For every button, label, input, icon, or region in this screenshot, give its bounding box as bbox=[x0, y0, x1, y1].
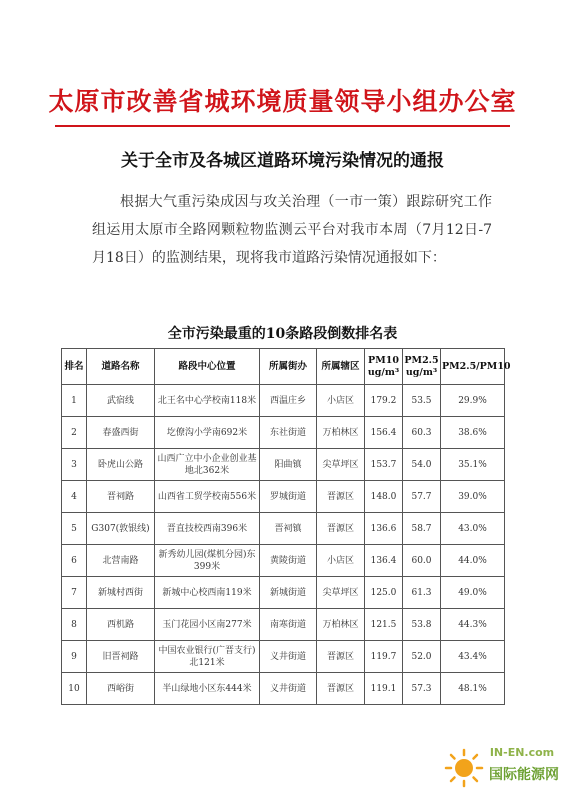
table-row bbox=[62, 513, 505, 545]
cell-street: 义井街道 bbox=[260, 673, 317, 705]
cell-pm25: 53.8 bbox=[403, 609, 441, 641]
cell-rank: 10 bbox=[62, 673, 87, 705]
cell-street: 罗城街道 bbox=[260, 481, 317, 513]
table-row bbox=[62, 577, 505, 609]
cell-road: 晋祠路 bbox=[87, 481, 155, 513]
cell-location: 新秀幼儿园(煤机分园)东399米 bbox=[155, 545, 260, 577]
body-paragraph: 根据大气重污染成因与攻关治理（一市一策）跟踪研究工作组运用太原市全路网颗粒物监测云平台对我市本周（7月12日-7月18日）的监测结果，现将我市道路污染情况通报如下： bbox=[92, 194, 492, 266]
ranking-table bbox=[61, 348, 511, 705]
cell-street: 晋祠镇 bbox=[260, 513, 317, 545]
cell-location: 山西广立中小企业创业基地北362米 bbox=[155, 449, 260, 481]
cell-ratio: 44.0% bbox=[441, 545, 505, 577]
cell-street: 义井街道 bbox=[260, 641, 317, 673]
header-street: 所属街办 bbox=[260, 349, 317, 385]
cell-district: 小店区 bbox=[317, 545, 365, 577]
cell-pm10: 125.0 bbox=[365, 577, 403, 609]
cell-rank: 7 bbox=[62, 577, 87, 609]
cell-location: 半山绿地小区东444米 bbox=[155, 673, 260, 705]
cell-pm25: 58.7 bbox=[403, 513, 441, 545]
cell-pm25: 60.0 bbox=[403, 545, 441, 577]
cell-pm10: 153.7 bbox=[365, 449, 403, 481]
cell-pm25: 54.0 bbox=[403, 449, 441, 481]
cell-location: 中国农业银行(广晋支行)北121米 bbox=[155, 641, 260, 673]
cell-ratio: 48.1% bbox=[441, 673, 505, 705]
header-pm25: PM2.5 ug/m³ bbox=[403, 349, 441, 385]
cell-ratio: 38.6% bbox=[441, 417, 505, 449]
table-row bbox=[62, 673, 505, 705]
cell-pm10: 136.4 bbox=[365, 545, 403, 577]
cell-rank: 4 bbox=[62, 481, 87, 513]
cell-road: 西峪街 bbox=[87, 673, 155, 705]
cell-location: 晋直技校西南396米 bbox=[155, 513, 260, 545]
cell-location: 玉门花园小区南277米 bbox=[155, 609, 260, 641]
cell-ratio: 35.1% bbox=[441, 449, 505, 481]
cell-pm25: 60.3 bbox=[403, 417, 441, 449]
cell-pm25: 53.5 bbox=[403, 385, 441, 417]
table-header-row bbox=[62, 349, 505, 385]
cell-pm10: 179.2 bbox=[365, 385, 403, 417]
cell-district: 晋源区 bbox=[317, 673, 365, 705]
cell-location: 山西省工贸学校南556米 bbox=[155, 481, 260, 513]
table-row bbox=[62, 481, 505, 513]
watermark bbox=[438, 740, 563, 795]
cell-pm25: 57.3 bbox=[403, 673, 441, 705]
table-row bbox=[62, 641, 505, 673]
cell-location: 北王名中心学校南118米 bbox=[155, 385, 260, 417]
sun-logo-icon bbox=[442, 746, 486, 790]
cell-rank: 2 bbox=[62, 417, 87, 449]
table-row bbox=[62, 449, 505, 481]
header-pm10: PM10 ug/m³ bbox=[365, 349, 403, 385]
header-location: 路段中心位置 bbox=[155, 349, 260, 385]
cell-district: 尖草坪区 bbox=[317, 449, 365, 481]
cell-ratio: 43.4% bbox=[441, 641, 505, 673]
cell-pm25: 52.0 bbox=[403, 641, 441, 673]
cell-pm10: 121.5 bbox=[365, 609, 403, 641]
header-district: 所属辖区 bbox=[317, 349, 365, 385]
cell-ratio: 43.0% bbox=[441, 513, 505, 545]
cell-road: 春盛西街 bbox=[87, 417, 155, 449]
cell-pm10: 136.6 bbox=[365, 513, 403, 545]
cell-road: G307(敦银线) bbox=[87, 513, 155, 545]
cell-district: 万柏林区 bbox=[317, 417, 365, 449]
cell-road: 卧虎山公路 bbox=[87, 449, 155, 481]
cell-district: 晋源区 bbox=[317, 513, 365, 545]
doc-title: 关于全市及各城区道路环境污染情况的通报 bbox=[121, 151, 444, 171]
cell-district: 尖草坪区 bbox=[317, 577, 365, 609]
cell-rank: 1 bbox=[62, 385, 87, 417]
cell-ratio: 39.0% bbox=[441, 481, 505, 513]
cell-pm10: 148.0 bbox=[365, 481, 403, 513]
cell-pm10: 119.7 bbox=[365, 641, 403, 673]
cell-ratio: 44.3% bbox=[441, 609, 505, 641]
cell-location: 新城中心校西南119米 bbox=[155, 577, 260, 609]
cell-rank: 3 bbox=[62, 449, 87, 481]
red-divider bbox=[55, 125, 510, 127]
cell-ratio: 29.9% bbox=[441, 385, 505, 417]
table-title: 全市污染最重的10条路段倒数排名表 bbox=[167, 326, 398, 342]
cell-road: 武宿线 bbox=[87, 385, 155, 417]
cell-district: 小店区 bbox=[317, 385, 365, 417]
cell-street: 新城街道 bbox=[260, 577, 317, 609]
cell-district: 晋源区 bbox=[317, 641, 365, 673]
cell-pm25: 61.3 bbox=[403, 577, 441, 609]
table-row bbox=[62, 545, 505, 577]
cell-street: 阳曲镇 bbox=[260, 449, 317, 481]
table-row bbox=[62, 609, 505, 641]
header-road: 道路名称 bbox=[87, 349, 155, 385]
cell-rank: 5 bbox=[62, 513, 87, 545]
cell-rank: 8 bbox=[62, 609, 87, 641]
cell-pm25: 57.7 bbox=[403, 481, 441, 513]
cell-street: 西温庄乡 bbox=[260, 385, 317, 417]
cell-road: 新城村西街 bbox=[87, 577, 155, 609]
cell-street: 黄陵街道 bbox=[260, 545, 317, 577]
cell-road: 西机路 bbox=[87, 609, 155, 641]
cell-pm10: 156.4 bbox=[365, 417, 403, 449]
cell-rank: 9 bbox=[62, 641, 87, 673]
org-title: 太原市改善省城环境质量领导小组办公室 bbox=[48, 87, 517, 116]
cell-road: 北营南路 bbox=[87, 545, 155, 577]
cell-road: 旧晋祠路 bbox=[87, 641, 155, 673]
cell-district: 晋源区 bbox=[317, 481, 365, 513]
header-ratio: PM2.5/PM10 bbox=[441, 349, 505, 385]
cell-ratio: 49.0% bbox=[441, 577, 505, 609]
watermark-logo: IN-EN.com bbox=[489, 746, 555, 759]
cell-district: 万柏林区 bbox=[317, 609, 365, 641]
cell-location: 圪僚沟小学南692米 bbox=[155, 417, 260, 449]
cell-rank: 6 bbox=[62, 545, 87, 577]
table-row bbox=[62, 417, 505, 449]
cell-street: 东社街道 bbox=[260, 417, 317, 449]
cell-street: 南寒街道 bbox=[260, 609, 317, 641]
cell-pm10: 119.1 bbox=[365, 673, 403, 705]
header-rank: 排名 bbox=[62, 349, 87, 385]
watermark-name: 国际能源网 bbox=[489, 767, 559, 783]
table-row bbox=[62, 385, 505, 417]
